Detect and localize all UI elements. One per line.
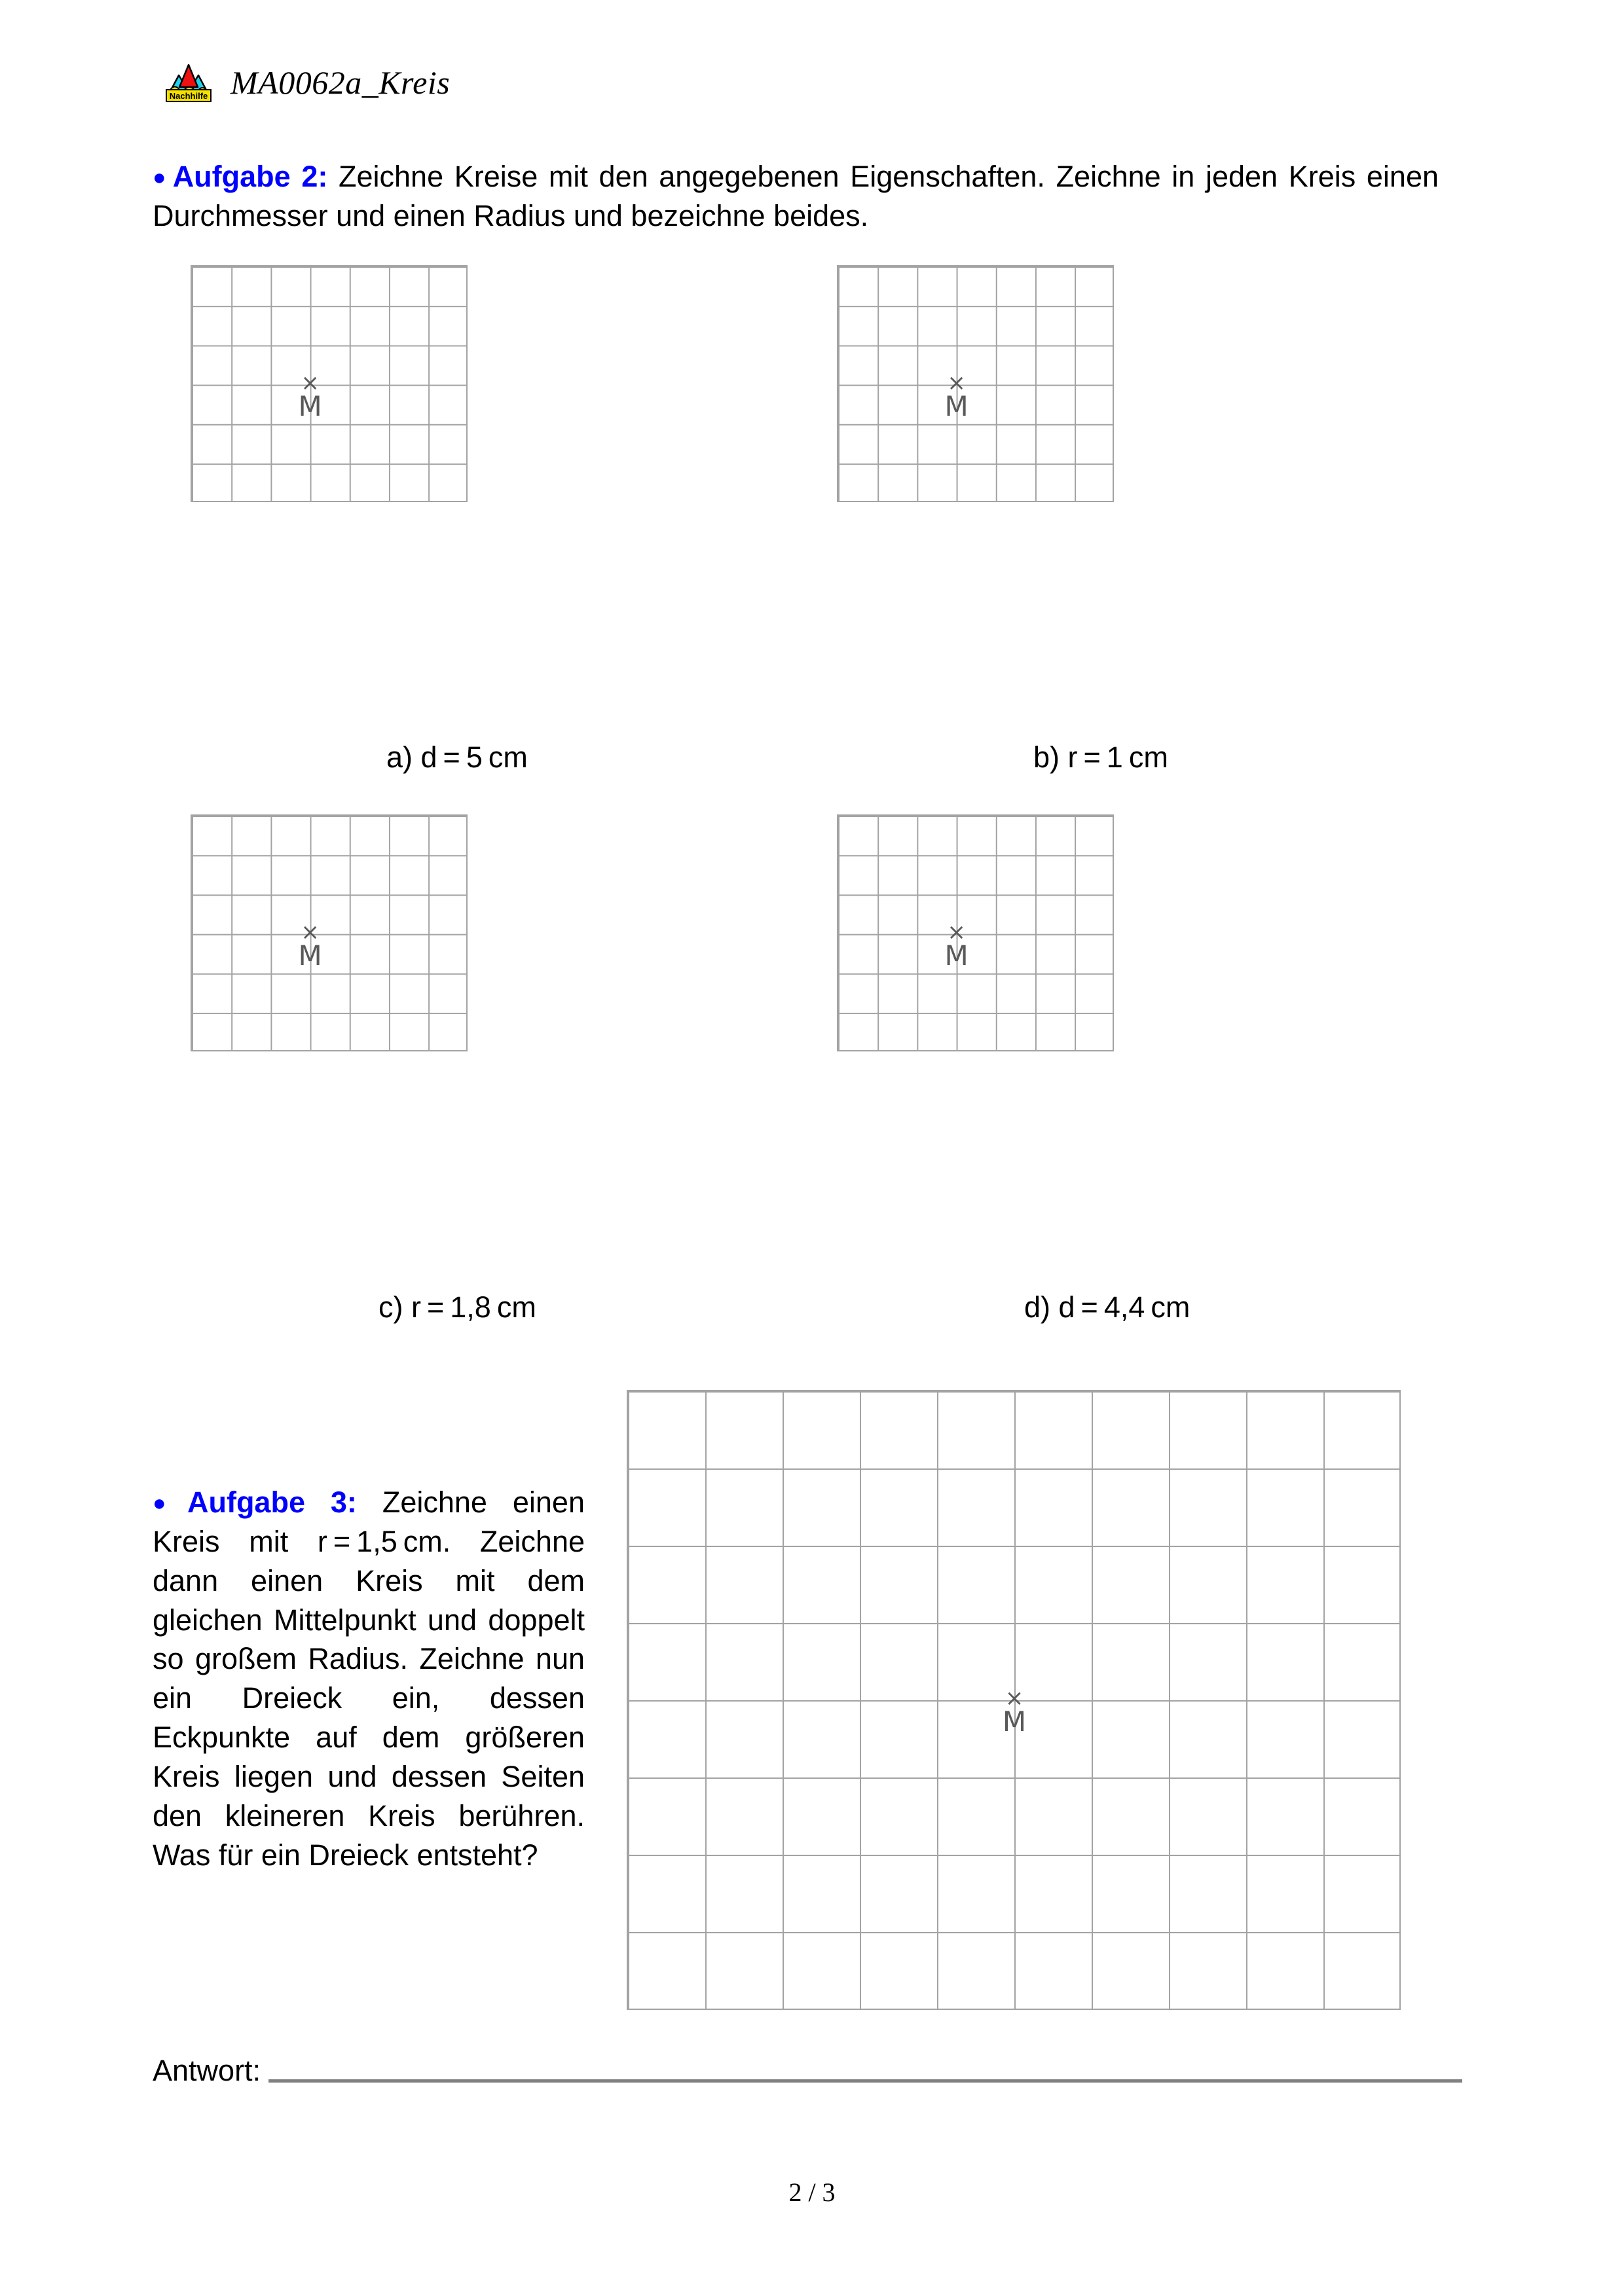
grid-a[interactable] (191, 265, 468, 502)
center-cross-icon: × (947, 369, 966, 396)
task-3-bullet-icon: ● (153, 1491, 183, 1516)
center-label-m: M (298, 939, 322, 972)
center-label-m: M (298, 390, 322, 422)
center-cross-icon: × (947, 919, 966, 945)
task-2-bullet-icon: ● (153, 165, 169, 190)
task-2-label: Aufgabe 2: (172, 160, 328, 193)
svg-text:Nachhilfe: Nachhilfe (169, 91, 208, 101)
answer-write-line[interactable] (268, 2079, 1462, 2083)
center-cross-icon: × (301, 919, 320, 945)
page-header (164, 62, 450, 103)
task-3-label: Aufgabe 3: (187, 1485, 357, 1519)
answer-row (153, 2056, 1462, 2085)
caption-a: a) d = 5 cm (386, 740, 528, 774)
center-cross-icon: × (1005, 1685, 1024, 1711)
task-3-text: Zeichne einen Kreis mit r = 1,5 cm. Zeichne dann einen Kreis mit dem gleichen Mittelpunkt und doppelt so großem Radius. Zeichne nun ein Dreieck ein, dessen Eckpunkte auf dem größeren Kreis liegen und dessen Seiten den kleineren Kreis berühren. Was für ein Dreieck entsteht? (153, 1485, 585, 1872)
grid-d[interactable] (837, 814, 1114, 1051)
task-2-instruction (153, 157, 1439, 236)
caption-b: b) r = 1 cm (1033, 740, 1168, 774)
center-label-m: M (1002, 1705, 1027, 1738)
task-2-text: Zeichne Kreise mit den angegebenen Eigenschaften. Zeichne in jeden Kreis einen Durchmesser und einen Radius und bezeichne beides. (153, 160, 1439, 232)
answer-label: Antwort: (153, 2054, 261, 2087)
grid-b[interactable] (837, 265, 1114, 502)
page-footer: 2 / 3 (788, 2178, 836, 2207)
caption-d: d) d = 4,4 cm (1024, 1290, 1190, 1324)
center-label-m: M (944, 390, 969, 422)
grid-c[interactable] (191, 814, 468, 1051)
nachhilfe-logo-icon (164, 62, 213, 103)
caption-c: c) r = 1,8 cm (378, 1290, 536, 1324)
document-title: MA0062a_Kreis (231, 64, 451, 101)
center-label-m: M (944, 939, 969, 972)
task-3-instruction (153, 1483, 585, 1874)
grid-task-3[interactable] (627, 1390, 1401, 2010)
center-cross-icon: × (301, 369, 320, 396)
